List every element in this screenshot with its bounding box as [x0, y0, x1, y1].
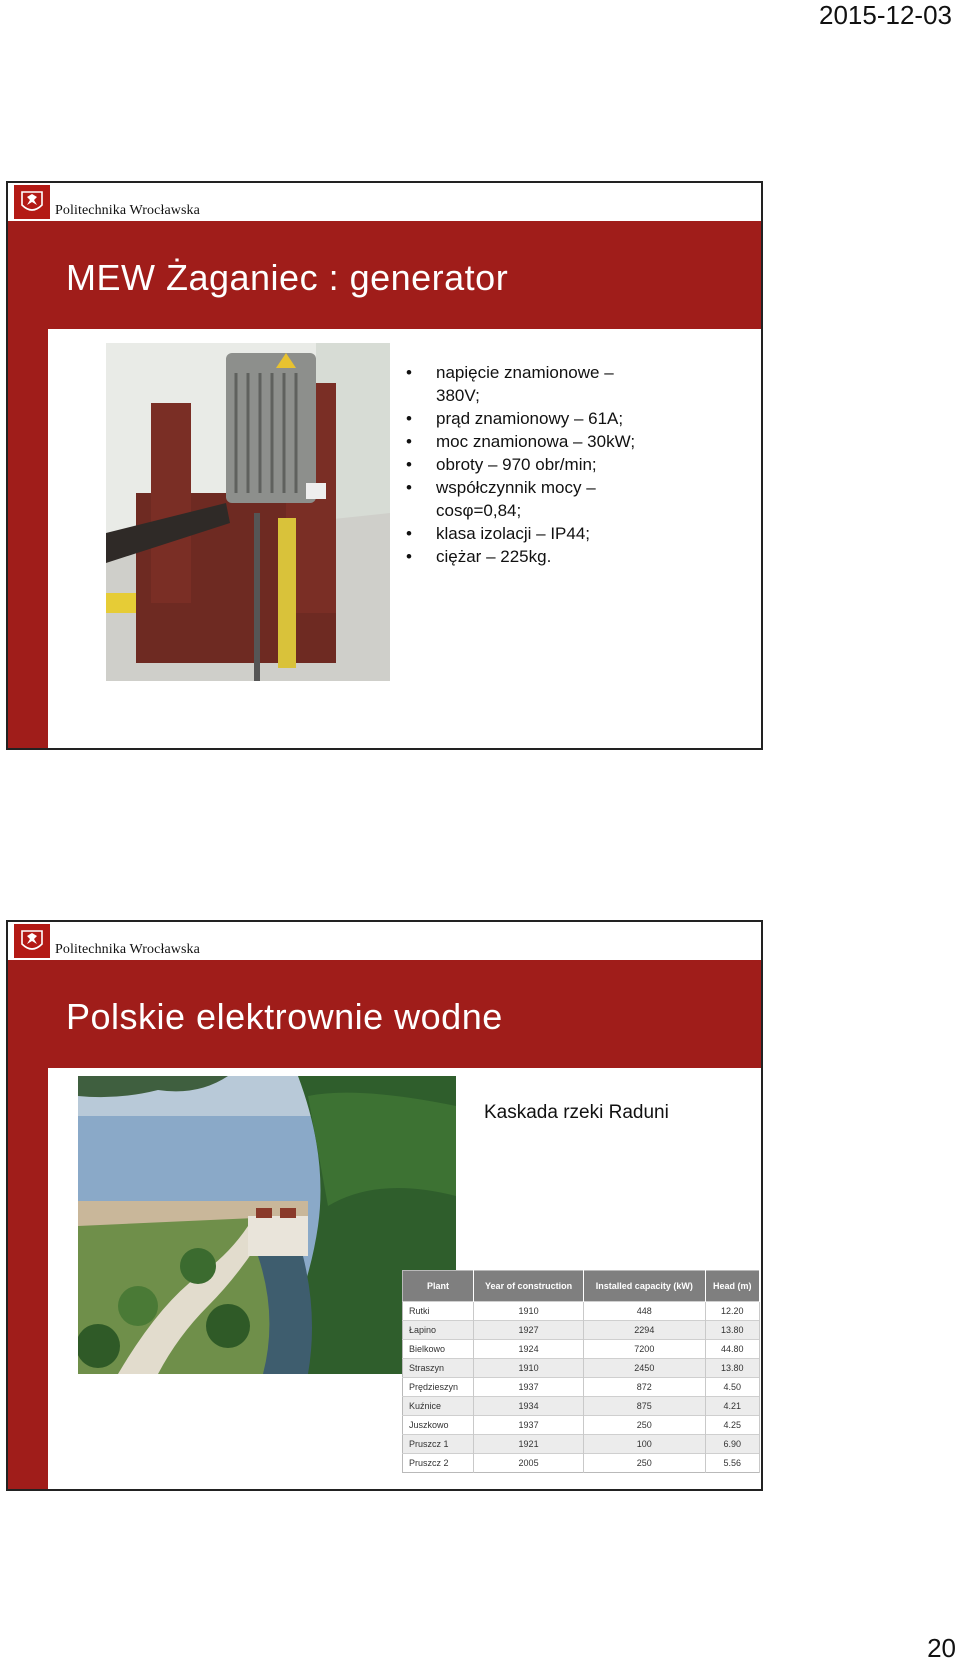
- generator-photo-icon: [106, 343, 390, 681]
- cell-plant: Bielkowo: [403, 1340, 474, 1359]
- cell-plant: Pruszcz 1: [403, 1435, 474, 1454]
- cell-capacity: 875: [584, 1397, 705, 1416]
- cell-capacity: 7200: [584, 1340, 705, 1359]
- cell-year: 1921: [474, 1435, 584, 1454]
- cell-head: 4.50: [705, 1378, 759, 1397]
- page-date: 2015-12-03: [819, 0, 952, 30]
- cell-plant: Pruszcz 2: [403, 1454, 474, 1473]
- slide-title: MEW Żaganiec : generator: [66, 257, 509, 298]
- accent-sidebar: [8, 960, 48, 1489]
- cell-plant: Rutki: [403, 1302, 474, 1321]
- table-row: [403, 1435, 760, 1454]
- list-item: • klasa izolacji – IP44;: [406, 524, 591, 543]
- cell-year: 1910: [474, 1302, 584, 1321]
- cell-year: 1927: [474, 1321, 584, 1340]
- table-row: [403, 1397, 760, 1416]
- cell-head: 4.25: [705, 1416, 759, 1435]
- list-item: • moc znamionowa – 30kW;: [406, 432, 636, 451]
- cell-head: 13.80: [705, 1321, 759, 1340]
- cell-year: 1924: [474, 1340, 584, 1359]
- cell-head: 4.21: [705, 1397, 759, 1416]
- cell-plant: Juszkowo: [403, 1416, 474, 1435]
- cell-year: 1937: [474, 1416, 584, 1435]
- slide-hydropower: [6, 920, 763, 1491]
- column-header: Installed capacity (kW): [584, 1271, 705, 1302]
- university-crest-icon: [14, 185, 50, 219]
- cell-capacity: 250: [584, 1416, 705, 1435]
- cell-year: 1910: [474, 1359, 584, 1378]
- cell-year: 2005: [474, 1454, 584, 1473]
- dam-photo-icon: [78, 1076, 456, 1374]
- table-row: [403, 1340, 760, 1359]
- list-item: • prąd znamionowy – 61A;: [406, 409, 624, 428]
- slide-generator: [6, 181, 763, 750]
- table-row: [403, 1416, 760, 1435]
- cell-year: 1934: [474, 1397, 584, 1416]
- university-name: Politechnika Wrocławska: [55, 942, 200, 957]
- table-header-row: [403, 1271, 760, 1302]
- column-header: Year of construction: [474, 1271, 584, 1302]
- table-row: [403, 1321, 760, 1340]
- radunia-cascade-table: [402, 1270, 760, 1473]
- slide-title: Polskie elektrownie wodne: [66, 996, 503, 1037]
- list-item: • ciężar – 225kg.: [406, 547, 552, 566]
- table-row: [403, 1378, 760, 1397]
- cell-plant: Kuźnice: [403, 1397, 474, 1416]
- cell-head: 13.80: [705, 1359, 759, 1378]
- title-bar: [48, 221, 761, 329]
- title-bar: [48, 960, 761, 1068]
- university-crest-icon: [14, 924, 50, 958]
- table-row: [403, 1302, 760, 1321]
- page-number: 20: [927, 1633, 956, 1663]
- cell-head: 44.80: [705, 1340, 759, 1359]
- list-item: • napięcie znamionowe – 380V;: [406, 363, 614, 405]
- slide-subtitle: Kaskada rzeki Raduni: [484, 1102, 669, 1123]
- column-header: Plant: [403, 1271, 474, 1302]
- cell-year: 1937: [474, 1378, 584, 1397]
- column-header: Head (m): [705, 1271, 759, 1302]
- cell-capacity: 250: [584, 1454, 705, 1473]
- cell-head: 6.90: [705, 1435, 759, 1454]
- cell-head: 5.56: [705, 1454, 759, 1473]
- cell-plant: Łapino: [403, 1321, 474, 1340]
- university-header: [8, 922, 763, 960]
- table-row: [403, 1454, 760, 1473]
- list-item: • współczynnik mocy – cosφ=0,84;: [406, 478, 596, 520]
- cell-plant: Straszyn: [403, 1359, 474, 1378]
- cell-capacity: 448: [584, 1302, 705, 1321]
- cell-capacity: 100: [584, 1435, 705, 1454]
- cell-head: 12.20: [705, 1302, 759, 1321]
- table-row: [403, 1359, 760, 1378]
- accent-sidebar: [8, 221, 48, 748]
- cell-plant: Prędzieszyn: [403, 1378, 474, 1397]
- cell-capacity: 2294: [584, 1321, 705, 1340]
- cell-capacity: 872: [584, 1378, 705, 1397]
- list-item: • obroty – 970 obr/min;: [406, 455, 597, 474]
- cell-capacity: 2450: [584, 1359, 705, 1378]
- generator-spec-list: [406, 361, 656, 568]
- university-name: Politechnika Wrocławska: [55, 203, 200, 218]
- university-header: [8, 183, 763, 221]
